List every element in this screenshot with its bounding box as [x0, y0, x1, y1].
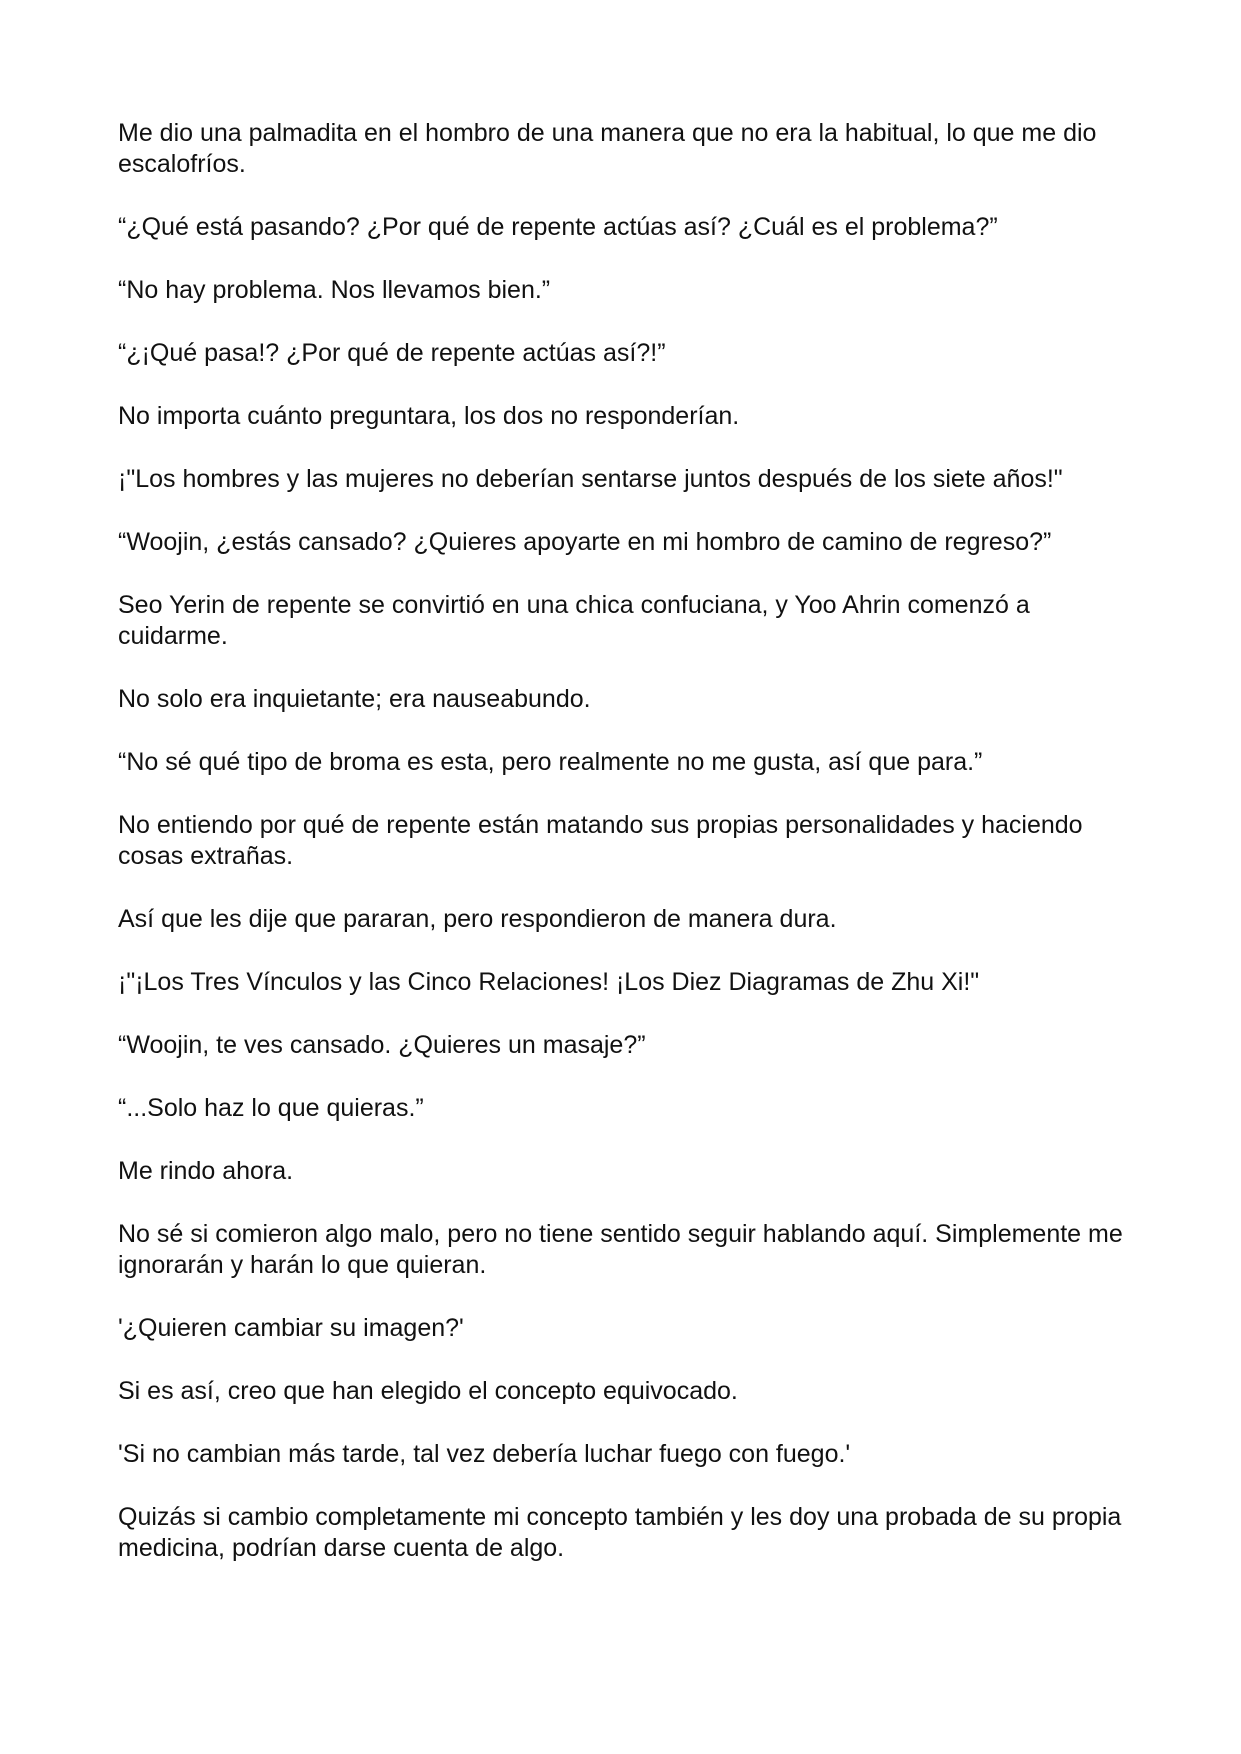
- paragraph: ¡"¡Los Tres Vínculos y las Cinco Relaciones! ¡Los Diez Diagramas de Zhu Xi!": [118, 968, 980, 996]
- paragraph: “Woojin, ¿estás cansado? ¿Quieres apoyarte en mi hombro de camino de regreso?”: [118, 528, 1052, 556]
- paragraph: “...Solo haz lo que quieras.”: [118, 1094, 424, 1122]
- paragraph: ¡"Los hombres y las mujeres no deberían sentarse juntos después de los siete años!": [118, 465, 1063, 493]
- paragraph: No importa cuánto preguntara, los dos no responderían.: [118, 402, 740, 430]
- paragraph: No sé si comieron algo malo, pero no tiene sentido seguir hablando aquí. Simplemente me ignorarán y harán lo que quieran.: [118, 1220, 1123, 1279]
- paragraph: “Woojin, te ves cansado. ¿Quieres un masaje?”: [118, 1031, 646, 1059]
- paragraph: '¿Quieren cambiar su imagen?': [118, 1314, 464, 1342]
- paragraph: Quizás si cambio completamente mi concepto también y les doy una probada de su propia medicina, podrían darse cuenta de algo.: [118, 1503, 1122, 1562]
- paragraph: “¿¡Qué pasa!? ¿Por qué de repente actúas así?!”: [118, 339, 666, 367]
- paragraph: No solo era inquietante; era nauseabundo.: [118, 685, 591, 713]
- paragraph: “¿Qué está pasando? ¿Por qué de repente actúas así? ¿Cuál es el problema?”: [118, 213, 998, 241]
- paragraph: Así que les dije que pararan, pero respondieron de manera dura.: [118, 905, 837, 933]
- paragraph: Me dio una palmadita en el hombro de una manera que no era la habitual, lo que me dio escalofríos.: [118, 119, 1097, 178]
- paragraph: “No hay problema. Nos llevamos bien.”: [118, 276, 551, 304]
- paragraph: Me rindo ahora.: [118, 1157, 294, 1185]
- paragraph: Seo Yerin de repente se convirtió en una chica confuciana, y Yoo Ahrin comenzó a cuidarme.: [118, 591, 1030, 650]
- paragraph: Si es así, creo que han elegido el concepto equivocado.: [118, 1377, 738, 1405]
- paragraph: “No sé qué tipo de broma es esta, pero realmente no me gusta, así que para.”: [118, 748, 983, 776]
- paragraph: No entiendo por qué de repente están matando sus propias personalidades y haciendo cosas extrañas.: [118, 811, 1083, 870]
- document-body: [118, 118, 1128, 1596]
- paragraph: 'Si no cambian más tarde, tal vez debería luchar fuego con fuego.': [118, 1440, 851, 1468]
